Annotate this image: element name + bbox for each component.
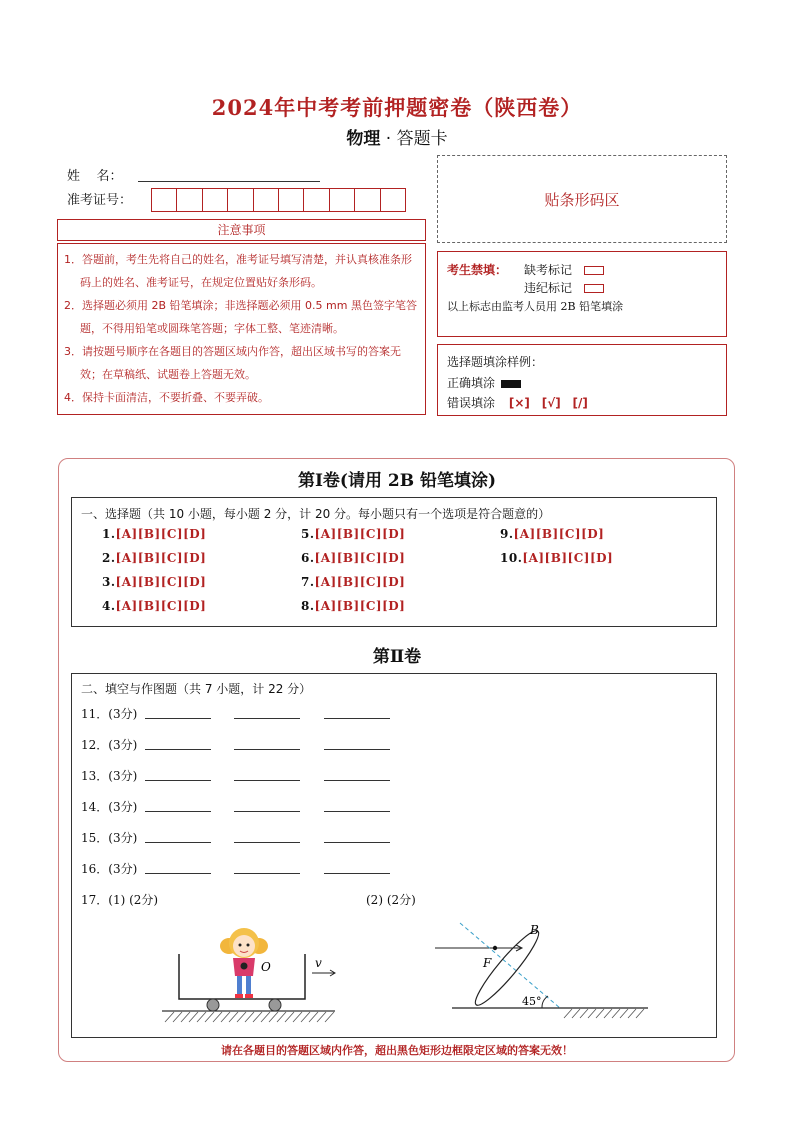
fill-q11: 11．(3分) — [81, 707, 138, 721]
choice-q1[interactable] — [102, 527, 206, 541]
blank[interactable] — [234, 717, 300, 719]
q-options[interactable]: [A][B][C][D] — [314, 527, 406, 541]
fill-q14: 14．(3分) — [81, 800, 138, 814]
q-num: 3. — [102, 575, 116, 589]
id-box[interactable] — [381, 188, 406, 212]
violation-box[interactable] — [584, 284, 604, 293]
q-options[interactable]: [A][B][C][D] — [314, 575, 406, 589]
forbid-label: 考生禁填： — [447, 263, 508, 277]
q-num: 6. — [301, 551, 315, 565]
q-num: 5. — [301, 527, 315, 541]
point-o: O — [261, 960, 271, 974]
id-box[interactable] — [203, 188, 228, 212]
blank[interactable] — [145, 872, 211, 874]
choice-q8[interactable] — [301, 599, 405, 613]
choice-q2[interactable] — [102, 551, 206, 565]
blank[interactable] — [234, 779, 300, 781]
choice-q5[interactable] — [301, 527, 405, 541]
blank[interactable] — [234, 872, 300, 874]
choice-q10[interactable] — [500, 551, 613, 565]
barcode-area — [437, 155, 727, 243]
absent-box[interactable] — [584, 266, 604, 275]
q-options[interactable]: [A][B][C][D] — [115, 599, 207, 613]
q-num: 8. — [301, 599, 315, 613]
forbid-note: 以上标志由监考人员用 2B 铅笔填涂 — [447, 300, 624, 313]
blank[interactable] — [324, 779, 390, 781]
card-label: 答题卡 — [396, 129, 448, 149]
notice-item: 1．答题前，考生先将自己的姓名，准考证号填写清楚，并认真核准条形码上的姓名、准考证号，在规定位置贴好条形码。 — [64, 253, 412, 289]
blank[interactable] — [234, 810, 300, 812]
subtitle — [0, 124, 794, 149]
choice-q3[interactable] — [102, 575, 206, 589]
q-num: 2. — [102, 551, 116, 565]
blank[interactable] — [324, 841, 390, 843]
notice-heading: 注意事项 — [57, 219, 426, 241]
notice-item: 2．选择题必须用 2B 铅笔填涂；非选择题必须用 0.5 mm 黑色签字笔答题，不得用铅笔或圆珠笔答题；字体工整、笔迹清晰。 — [64, 299, 417, 335]
q-options[interactable]: [A][B][C][D] — [115, 575, 207, 589]
absent-label: 缺考标记 — [524, 263, 573, 277]
sample-correct — [447, 374, 521, 391]
page-title: 2024年中考考前押题密卷（陕西卷） — [211, 95, 583, 120]
violation-label: 违纪标记 — [524, 281, 573, 295]
subject: 物理 — [346, 129, 381, 149]
fill-q12: 12．(3分) — [81, 738, 138, 752]
q-num: 10. — [500, 551, 523, 565]
forbid-box — [437, 251, 727, 337]
id-box[interactable] — [330, 188, 355, 212]
q-num: 4. — [102, 599, 116, 613]
blank[interactable] — [145, 748, 211, 750]
blank[interactable] — [145, 841, 211, 843]
fill-q13: 13．(3分) — [81, 769, 138, 783]
filled-mark-icon — [501, 380, 521, 388]
footer-note: 请在各题目的答题区域内作答，超出黑色矩形边框限定区域的答案无效！ — [221, 1044, 573, 1057]
fill-q17-2: (2) (2分) — [366, 893, 416, 907]
id-box[interactable] — [254, 188, 279, 212]
q-num: 1. — [102, 527, 116, 541]
q-options[interactable]: [A][B][C][D] — [115, 527, 207, 541]
blank[interactable] — [324, 748, 390, 750]
absent-mark[interactable] — [524, 261, 604, 278]
notice-box — [57, 243, 426, 415]
blank[interactable] — [145, 717, 211, 719]
blank[interactable] — [234, 748, 300, 750]
choice-q7[interactable] — [301, 575, 405, 589]
dot: · — [385, 129, 392, 149]
fill-q15: 15．(3分) — [81, 831, 138, 845]
id-box[interactable] — [304, 188, 329, 212]
q-options[interactable]: [A][B][C][D] — [115, 551, 207, 565]
q-options[interactable]: [A][B][C][D] — [314, 599, 406, 613]
figure-cart[interactable] — [157, 916, 342, 1031]
choice-q6[interactable] — [301, 551, 405, 565]
q-options[interactable]: [A][B][C][D] — [513, 527, 605, 541]
id-box[interactable] — [151, 188, 177, 212]
wrong-mark: [×] — [508, 396, 530, 410]
choice-q9[interactable] — [500, 527, 604, 541]
wrong-mark: [/] — [572, 396, 588, 410]
label-f: F — [483, 956, 492, 970]
name-label: 姓 名： — [67, 169, 123, 184]
id-box[interactable] — [355, 188, 380, 212]
blank[interactable] — [145, 779, 211, 781]
q-options[interactable]: [A][B][C][D] — [314, 551, 406, 565]
id-number-boxes[interactable] — [151, 188, 406, 212]
blank[interactable] — [145, 810, 211, 812]
violation-mark[interactable] — [524, 279, 604, 296]
label-b: B — [530, 923, 539, 937]
fill-section — [71, 673, 717, 1038]
id-box[interactable] — [279, 188, 304, 212]
fill-q16: 16．(3分) — [81, 862, 138, 876]
notice-item: 3．请按题号顺序在各题目的答题区域内作答，超出区域书写的答案无效；在草稿纸、试题卷上答题无效。 — [64, 345, 401, 381]
q-num: 7. — [301, 575, 315, 589]
sample-wrong — [447, 394, 588, 411]
sample-title: 选择题填涂样例： — [447, 355, 544, 369]
wrong-mark: [√] — [541, 396, 561, 410]
q-num: 9. — [500, 527, 514, 541]
blank[interactable] — [324, 872, 390, 874]
blank[interactable] — [234, 841, 300, 843]
id-box[interactable] — [177, 188, 202, 212]
fill-head: 二、填空与作图题（共 7 小题，计 22 分） — [81, 682, 312, 696]
sample-box — [437, 344, 727, 416]
id-box[interactable] — [228, 188, 253, 212]
blank[interactable] — [324, 717, 390, 719]
q-options[interactable]: [A][B][C][D] — [522, 551, 614, 565]
part2-title: 第Ⅱ卷 — [372, 647, 422, 667]
blank[interactable] — [324, 810, 390, 812]
velocity-label: v — [315, 956, 322, 970]
choice-section — [71, 497, 717, 627]
id-label: 准考证号： — [67, 193, 133, 208]
angle-label: 45° — [522, 995, 542, 1008]
fill-q17: 17．(1) (2分) — [81, 893, 159, 907]
correct-label: 正确填涂 — [447, 376, 496, 390]
barcode-label: 贴条形码区 — [544, 190, 620, 209]
part1-title: 第Ⅰ卷(请用 2B 铅笔填涂) — [297, 471, 497, 491]
figure-lens[interactable] — [430, 916, 655, 1031]
choice-head: 一、选择题（共 10 小题，每小题 2 分，计 20 分。每小题只有一个选项是符合题意的） — [81, 507, 551, 521]
notice-item: 4．保持卡面清洁，不要折叠、不要弄破。 — [64, 391, 269, 404]
name-field[interactable] — [138, 180, 320, 182]
wrong-label: 错误填涂 — [447, 396, 496, 410]
choice-q4[interactable] — [102, 599, 206, 613]
